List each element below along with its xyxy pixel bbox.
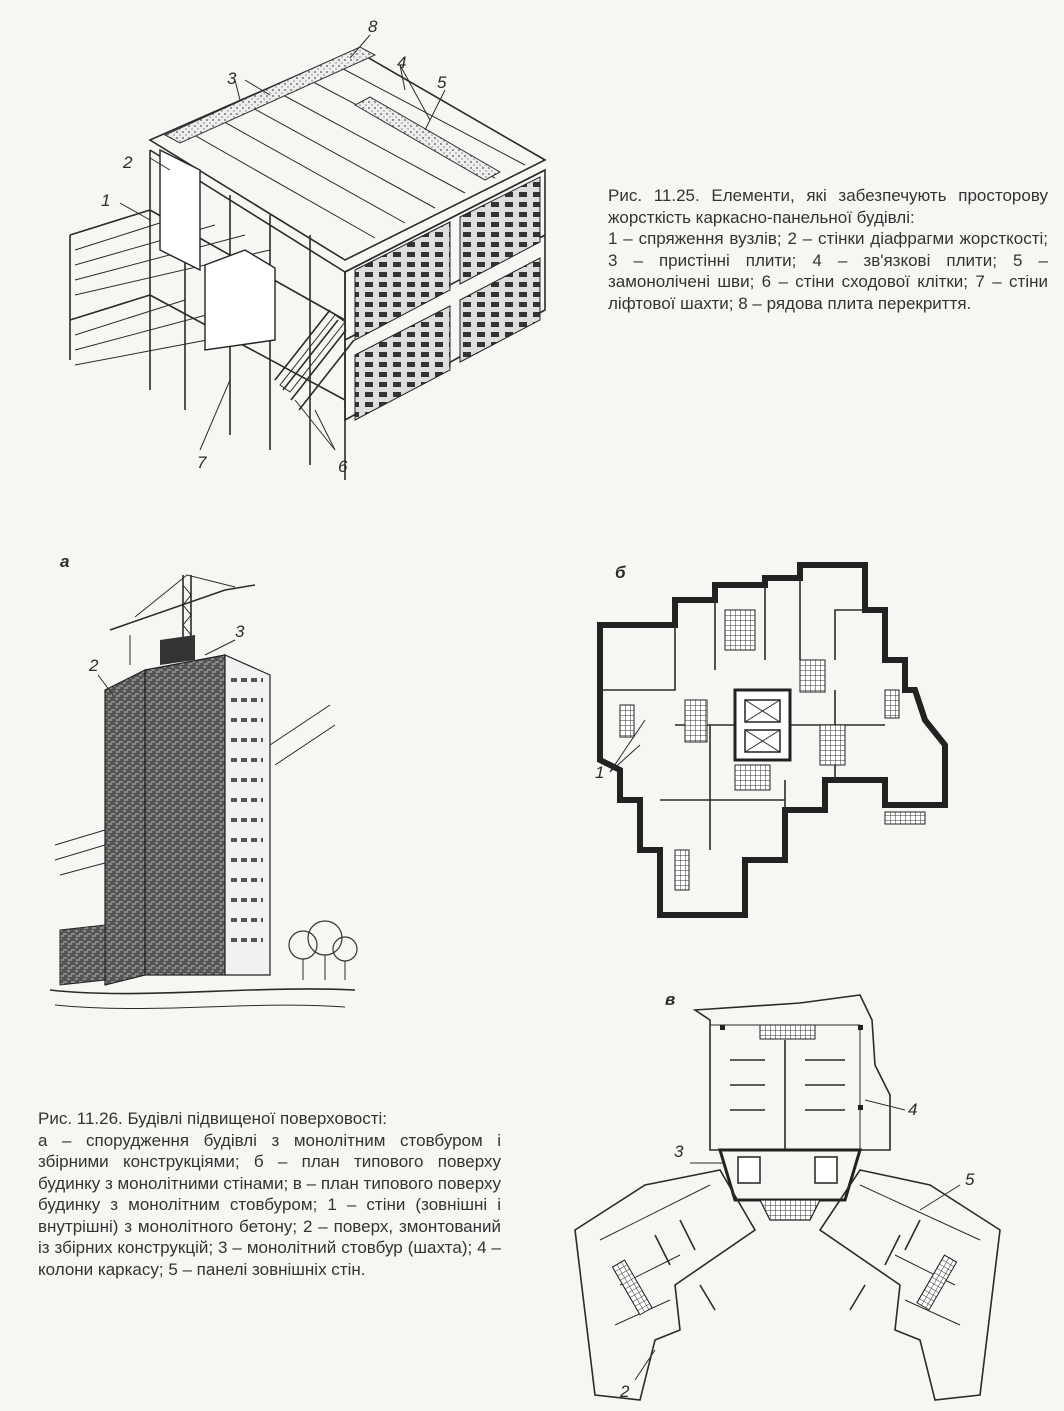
panel-b-callout-1: 1 — [595, 763, 605, 782]
fig25-callout-4: 4 — [397, 53, 407, 72]
fig25-callout-7: 7 — [197, 453, 207, 472]
figure-11-25-caption — [608, 185, 1048, 314]
figure-11-26c-plan — [560, 985, 1010, 1405]
fig25-callout-5: 5 — [437, 73, 447, 92]
fig25-callout-8: 8 — [368, 17, 378, 36]
figure-11-25-legend: 1 – спряження вузлів; 2 – стінки діафрагми жорсткості; 3 – пристінні плити; 4 – зв'язкові плити; 5 – замонолічені шви; 6 – стіни сходової клітки; 7 – стіни ліфтової шахти; 8 – рядова плита перекриття. — [608, 229, 1048, 313]
figure-11-25-drawing — [55, 10, 555, 490]
fig25-callout-3: 3 — [227, 69, 237, 88]
figure-11-26-caption — [38, 1108, 501, 1280]
panel-c-callout-3: 3 — [674, 1142, 684, 1161]
figure-11-26-legend: а – спорудження будівлі з монолітним стовбуром і збірними конструкціями; б – план типового поверху будинку з монолітними стінами; в – план типового поверху будинку з монолітним стовбуром; 1 – стіни (зовнішні і внутрішні) з монолітного бетону; 2 – поверх, змонтований із збірних конструкцій; 3 – монолітний стовбур (шахта); 4 – колони каркасу; 5 – панелі зовнішніх стін. — [38, 1130, 501, 1279]
figure-11-26-title: Рис. 11.26. Будівлі підвищеної поверховості: — [38, 1109, 388, 1128]
panel-a-letter: а — [60, 552, 70, 571]
fig25-callout-6: 6 — [338, 457, 348, 476]
figure-11-26b-plan — [585, 550, 980, 930]
panel-c-callout-5: 5 — [965, 1170, 975, 1189]
panel-c-letter: в — [665, 990, 676, 1009]
panel-c-callout-2: 2 — [620, 1382, 630, 1401]
panel-c-callout-4: 4 — [908, 1100, 918, 1119]
fig25-callout-1: 1 — [101, 191, 111, 210]
panel-a-callout-3: 3 — [235, 622, 245, 641]
figure-11-25-title: Рис. 11.25. Елементи, які забезпечують просторову жорсткість каркасно-панельної будівлі: — [608, 186, 1048, 227]
panel-a-callout-2: 2 — [89, 656, 99, 675]
panel-b-letter: б — [615, 563, 626, 582]
fig25-callout-2: 2 — [123, 153, 133, 172]
figure-11-26a-drawing — [35, 545, 375, 1035]
